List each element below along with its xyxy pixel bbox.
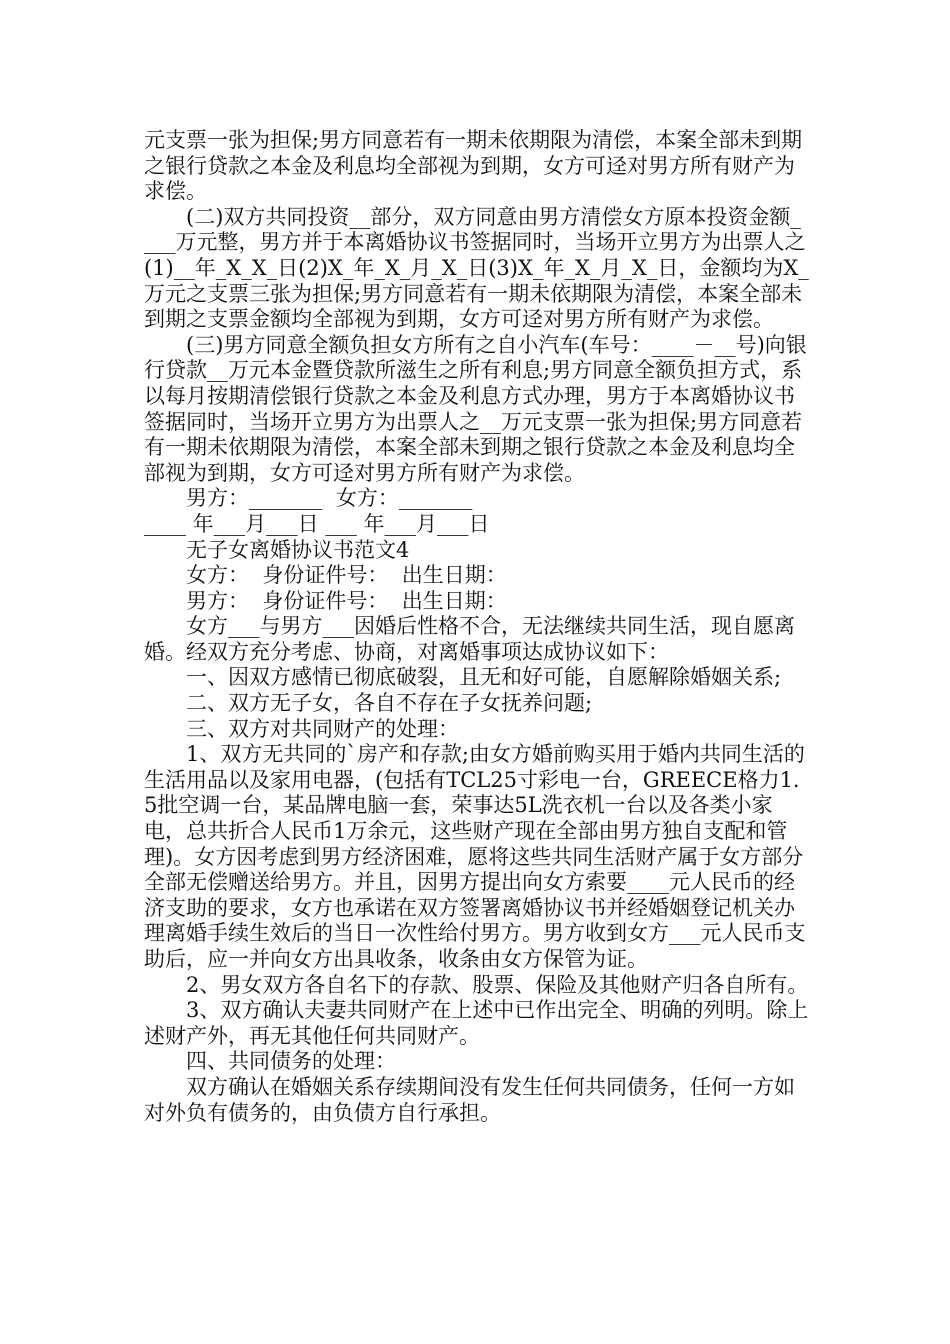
paragraph: 女方___与男方___因婚后性格不合，无法继续共同生活，现自愿离婚。经双方充分考虑、协商，对离婚事项达成协议如下： <box>144 614 795 664</box>
clause: 四、共同债务的处理： <box>186 1049 396 1074</box>
date-line: ____ 年___月___日 ___ 年___月___日 <box>144 511 490 536</box>
clause: 一、因双方感情已彻底破裂，且无和好可能，自愿解除婚姻关系; <box>186 665 782 690</box>
clause: 双方确认在婚姻关系存续期间没有发生任何共同债务，任何一方如对外负有债务的，由负债方自行承担。 <box>144 1074 795 1125</box>
paragraph: (三)男方同意全额负担女方所有之自小汽车(车号：____－__号)向银行贷款__万元本金暨贷款所滋生之所有利息;男方同意全额负担方式，系以每月按期清偿银行贷款之本金及利息方式办理，男方于本离婚协议书签据同时，当场开立男方为出票人之__万元支票一张为担保;男方同意若有一期未依期限为清偿，本案全部未到期之银行贷款之本金及利息均全部视为到期，女方可迳对男方所有财产为求偿。 <box>144 332 807 485</box>
paragraph: 元支票一张为担保;男方同意若有一期未依期限为清偿，本案全部未到期之银行贷款之本金及利息均全部视为到期，女方可迳对男方所有财产为求偿。 <box>144 128 803 204</box>
party-line: 女方： 身份证件号： 出生日期： <box>186 563 507 588</box>
clause: 二、双方无子女，各自不存在子女抚养问题; <box>186 691 593 716</box>
clause: 2、男女双方各自名下的存款、股票、保险及其他财产归各自所有。 <box>186 972 809 997</box>
party-line: 男方： 身份证件号： 出生日期： <box>186 588 507 613</box>
signature-line: 男方：_______ 女方：_______ <box>186 486 473 511</box>
clause: 1、双方无共同的`房产和存款;由女方婚前购买用于婚内共同生活的生活用品以及家用电器，(包括有TCL25寸彩电一台，GREECE格力1.5批空调一台，某品牌电脑一套，荣事达5L洗衣机一台以及各类小家电，总共折合人民币1万余元，这些财产现在全部由男方独自支配和管理)。女方因考虑到男方经济困难，愿将这些共同生活财产属于女方部分全部无偿赠送给男方。并且，因男方提出向女方索要____元人民币的经济支助的要求，女方也承诺在双方签署离婚协议书并经婚姻登记机关办理离婚手续生效后的当日一次性给付男方。男方收到女方___元人民币支助后，应一并向女方出具收条，收条由女方保管为证。 <box>144 742 806 971</box>
paragraph: (二)双方共同投资__部分，双方同意由男方清偿女方原本投资金额____万元整，男方并于本离婚协议书签据同时，当场开立男方为出票人之(1)__年_X_X_日(2)X_年_X_月_X_日(3)X_年_X_月_X_日，金额均为X_万元之支票三张为担保;男方同意若有一期未依期限为清偿，本案全部未到期之支票金额均全部视为到期，女方可迳对男方所有财产为求偿。 <box>144 204 809 332</box>
document-body <box>144 128 810 1126</box>
clause: 3、双方确认夫妻共同财产在上述中已作出完全、明确的列明。除上述财产外，再无其他任何共同财产。 <box>144 998 809 1048</box>
clause: 三、双方对共同财产的处理： <box>186 716 459 741</box>
section-title: 无子女离婚协议书范文4 <box>186 537 410 562</box>
